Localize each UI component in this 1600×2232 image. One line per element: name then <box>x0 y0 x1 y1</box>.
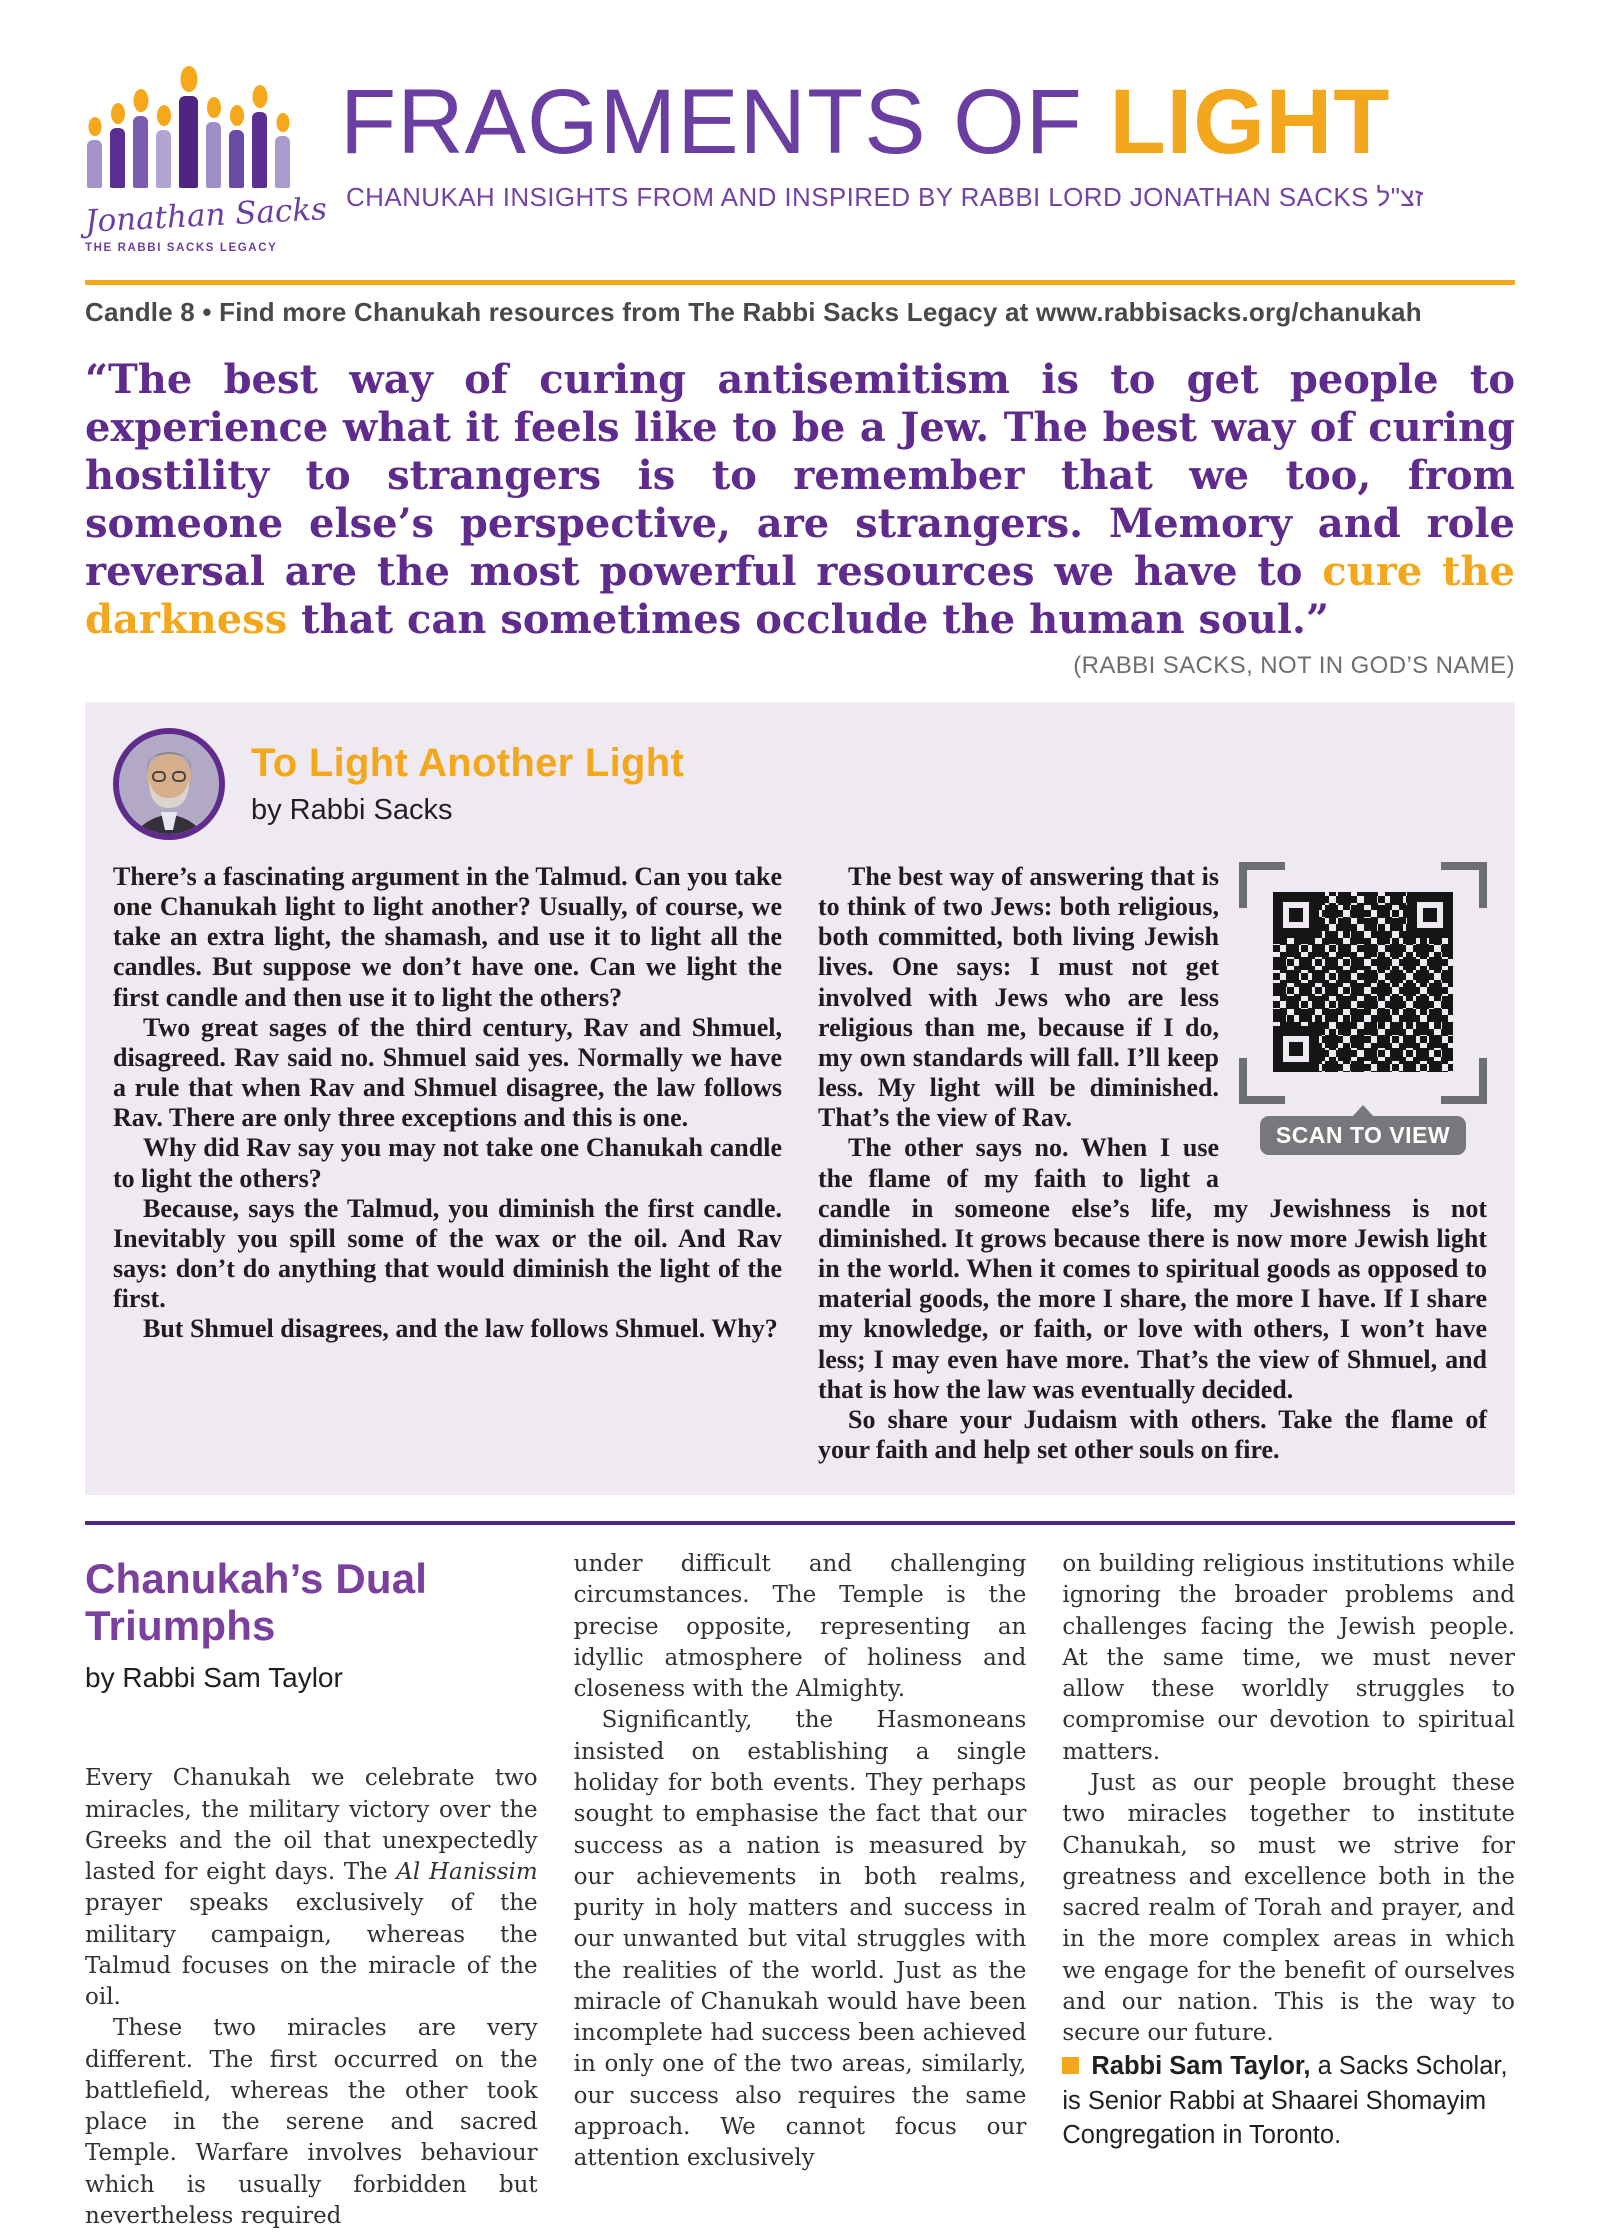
article1-column-2 <box>818 862 1487 1465</box>
quote-highlight: cure the darkness <box>85 548 1515 643</box>
article1-title: To Light Another Light <box>251 741 685 785</box>
qr-block <box>1239 862 1487 1155</box>
qr-frame <box>1239 862 1487 1104</box>
title-accent: LIGHT <box>1109 71 1391 173</box>
menorah-icon <box>85 70 310 188</box>
paragraph: There’s a fascinating argument in the Talmud. Can you take one Chanukah light to light another? Usually, of course, we take an extra light, the shamash, and use it to light all the candles. But suppose we don’t have one. Can we light the first candle and then use it to light the others? <box>113 862 782 1012</box>
article2-column1-text <box>85 1763 538 2232</box>
paragraph: Just as our people brought these two miracles together to institute Chanukah, so must we strive for greatness and excellence both in the sacred realm of Torah and prayer, and in the more complex areas in which we engage for the benefit of ourselves and our nation. This is the way to secure our future. <box>1062 1769 1516 2047</box>
author-photo <box>113 728 225 840</box>
paragraph: Why did Rav say you may not take one Chanukah candle to light the others? <box>113 1133 782 1193</box>
qr-finder-icon <box>1407 892 1453 938</box>
paragraph: The best way of answering that is to think of two Jews: both religious, both committed, both living Jewish lives. One says: I must not get involved with Jews who are less religious than me, because if I do, my own standards will fall. I’ll keep less. My light will be diminished. That’s the view of Rav. <box>818 862 1219 1133</box>
quote-attribution: (RABBI SACKS, NOT IN GOD’S NAME) <box>1073 652 1515 679</box>
paragraph: So share your Judaism with others. Take the flame of your faith and help set other souls on fire. <box>818 1404 1487 1464</box>
paragraph: Two great sages of the third century, Rav and Shmuel, disagreed. Rav said no. Shmuel said yes. Normally we have a rule that when Rav and Shmuel disagree, the law follows Rav. There are only three exceptions and this is one. <box>113 1012 782 1133</box>
paragraph: under difficult and challenging circumstances. The Temple is the precise opposite, representing an idyllic atmosphere of holiness and closeness with the Almighty. <box>573 1551 1027 1703</box>
title-regular: FRAGMENTS OF <box>340 71 1110 173</box>
legacy-label: THE RABBI SACKS LEGACY <box>85 242 278 254</box>
bullet-square-icon <box>1062 2057 1079 2074</box>
text-run: Every Chanukah we celebrate two miracles, the military victory over the Greeks and the oil that unexpectedly lasted for eight days. The <box>85 1765 538 1886</box>
bio-author-name: Rabbi Sam Taylor, <box>1091 2052 1311 2081</box>
paragraph <box>85 1763 538 2013</box>
article1-column-1 <box>113 862 782 1465</box>
author-bio <box>1062 2049 1515 2152</box>
article1-header <box>113 728 1487 840</box>
purple-divider <box>85 1521 1515 1525</box>
text-run: prayer speaks exclusively of the military campaign, whereas the Talmud focuses on the miracle of the oil. <box>85 1890 538 2011</box>
text-run-italic: Al Hanissim <box>396 1859 538 1886</box>
page-title <box>340 71 1515 173</box>
paragraph: Significantly, the Hasmoneans insisted on establishing a single holiday for both events. They perhaps sought to emphasise the fact that our success as a nation is measured by our achievements in both realms, purity in holy matters and success in our unwanted but vital struggles with the realities of the world. Just as the miracle of Chanukah would have been incomplete had success been achieved in only one of the two areas, similarly, our success also requires the same approach. We cannot focus our attention exclusively <box>573 1707 1027 2172</box>
article2-column-2 <box>574 1549 1027 2232</box>
article-to-light-another-light <box>85 702 1515 1495</box>
article-chanukahs-dual-triumphs <box>85 1549 1515 2232</box>
masthead-subtitle: CHANUKAH INSIGHTS FROM AND INSPIRED BY RABBI LORD JONATHAN SACKS זצ"ל <box>346 182 1424 212</box>
paragraph: These two miracles are very different. The first occurred on the battlefield, whereas the other took place in the serene and sacred Temple. Warfare involves behaviour which is usually forbidden but nevertheless required <box>85 2015 538 2229</box>
masthead-block <box>310 70 1515 213</box>
article2-byline: by Rabbi Sam Taylor <box>85 1662 343 1694</box>
qr-finder-icon <box>1273 1026 1319 1072</box>
portrait-illustration <box>119 734 219 834</box>
pull-quote <box>85 356 1515 644</box>
paragraph: But Shmuel disagrees, and the law follows Shmuel. Why? <box>143 1314 778 1344</box>
qr-finder-icon <box>1273 892 1319 938</box>
article2-column-1 <box>85 1549 538 2232</box>
paragraph: Because, says the Talmud, you diminish the first candle. Inevitably you spill some of the wax or the oil. And Rav says: don’t do anything that would diminish the light of the first. <box>113 1193 782 1314</box>
candle-banner: Candle 8 • Find more Chanukah resources from The Rabbi Sacks Legacy at www.rabbisacks.org/chanukah <box>85 297 1422 327</box>
header <box>85 70 1515 254</box>
paragraph: The other says no. When I use the flame of my faith to light a candle in someone else’s life, my Jewishness is not diminished. It grows because there is now more Jewish light in the world. When it comes to spiritual goods as opposed to material goods, the more I share, the more I have. If I share my knowledge, or faith, or love with others, I won’t have less; I may even have more. That’s the view of Shmuel, and that is how the law was eventually decided. <box>818 1133 1487 1404</box>
paragraph: on building religious institutions while ignoring the broader problems and challenges facing the Jewish people. At the same time, we must never allow these worldly struggles to compromise our devotion to spiritual matters. <box>1062 1551 1516 1765</box>
bio-text: a Sacks Scholar, is Senior Rabbi at Shaarei Shomayim Congregation in Toronto. <box>1062 2052 1508 2150</box>
qr-code <box>1273 892 1453 1072</box>
signature: Jonathan Sacks <box>84 191 328 240</box>
article2-title: Chanukah’s Dual Triumphs <box>85 1555 428 1650</box>
rabbi-sacks-legacy-logo <box>84 70 328 254</box>
article1-byline: by Rabbi Sacks <box>251 794 453 826</box>
article1-columns <box>113 862 1487 1465</box>
quote-segment-1: “The best way of curing antisemitism is to get people to experience what it feels like to be a Jew. The best way of curing hostility to strangers is to remember that we too, from someone else’s perspective, are strangers. Memory and role reversal are the most powerful resources we have to <box>85 356 1515 595</box>
quote-segment-3: that can sometimes occlude the human soul.” <box>287 596 1329 643</box>
article2-column-3 <box>1062 1549 1515 2232</box>
orange-divider <box>85 280 1515 285</box>
scan-to-view-badge: SCAN TO VIEW <box>1260 1116 1466 1155</box>
